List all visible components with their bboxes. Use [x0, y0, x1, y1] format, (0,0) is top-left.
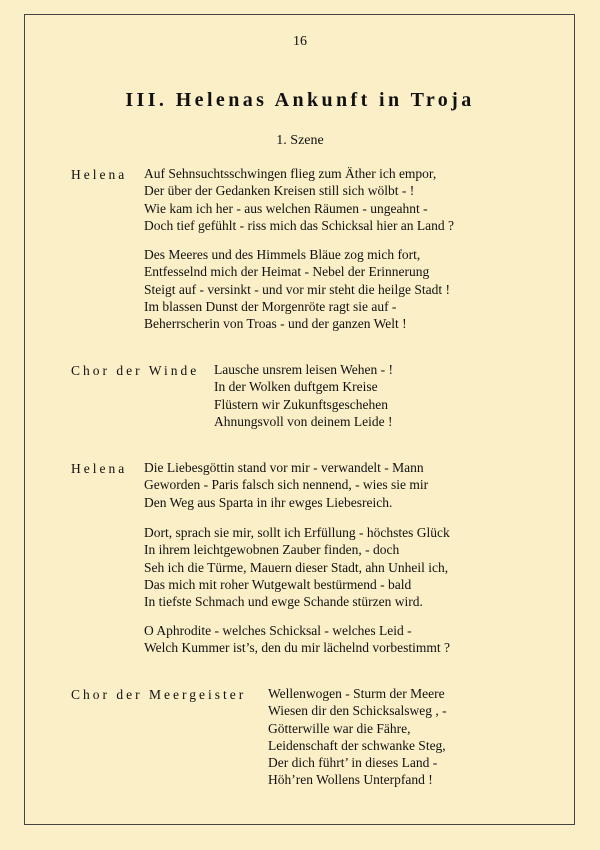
verse-stanza	[144, 524, 450, 610]
verse-line: Geworden - Paris falsch sich nennend, - wies sie mir	[144, 477, 429, 493]
verse-stanza	[144, 165, 454, 234]
verse-line: Wie kam ich her - aus welchen Räumen - ungeahnt -	[144, 200, 428, 216]
speaker-label: Chor der Winde	[71, 363, 200, 378]
verse-line: Dort, sprach sie mir, sollt ich Erfüllung - höchstes Glück	[144, 525, 450, 540]
verse-line: Den Weg aus Sparta in ihr ewges Liebesreich.	[144, 494, 393, 510]
verse-line: Das mich mit roher Wutgewalt bestürmend - bald	[144, 576, 412, 592]
verse-line: Auf Sehnsuchtsschwingen flieg zum Äther ich empor,	[144, 166, 437, 181]
verse-line: Im blassen Dunst der Morgenröte ragt sie auf -	[144, 298, 397, 314]
verse-line: Wellenwogen - Sturm der Meere	[268, 686, 445, 701]
scene-heading: 1. Szene	[276, 133, 324, 148]
verse-line: In ihrem leichtgewobnen Zauber finden, - doch	[144, 542, 400, 558]
verse-stanza	[214, 361, 393, 430]
verse-line: Der dich führt’ in dieses Land -	[268, 755, 438, 771]
verse-stanza	[144, 246, 450, 332]
verse-line: O Aphrodite - welches Schicksal - welches Leid -	[144, 623, 412, 638]
verse-line: In der Wolken duftgem Kreise	[214, 379, 378, 395]
verse-line: Höh’ren Wollens Unterpfand !	[268, 772, 433, 788]
page-number: 16	[293, 34, 307, 49]
verse-line: Flüstern wir Zukunftsgeschehen	[214, 396, 388, 412]
verse-line: Doch tief gefühlt - riss mich das Schicksal hier an Land ?	[144, 217, 455, 233]
verse-stanza	[268, 685, 447, 789]
verse-line: Götterwille war die Fähre,	[268, 720, 411, 736]
speaker-label: Helena	[71, 167, 128, 182]
verse-line: Des Meeres und des Himmels Bläue zog mich fort,	[144, 247, 421, 262]
verse-stanza	[144, 622, 450, 657]
verse-line: Steigt auf - versinkt - und vor mir steht die heilge Stadt !	[144, 281, 450, 297]
speaker-label: Helena	[71, 461, 128, 476]
verse-line: Lausche unsrem leisen Wehen - !	[214, 362, 393, 377]
verse-line: Ahnungsvoll von deinem Leide !	[214, 413, 393, 429]
speaker-label: Chor der Meergeister	[71, 687, 247, 702]
verse-line: Entfesselnd mich der Heimat - Nebel der Erinnerung	[144, 264, 430, 280]
verse-line: Der über der Gedanken Kreisen still sich wölbt - !	[144, 183, 415, 199]
verse-line: Wiesen dir den Schicksalsweg , -	[268, 703, 447, 719]
verse-stanza	[144, 459, 428, 511]
verse-line: Seh ich die Türme, Mauern dieser Stadt, ahn Unheil ich,	[144, 559, 449, 575]
verse-line: Welch Kummer ist’s, den du mir lächelnd vorbestimmt ?	[144, 640, 450, 656]
verse-line: Leidenschaft der schwanke Steg,	[268, 737, 446, 753]
chapter-title: III. Helenas Ankunft in Troja	[125, 89, 475, 111]
verse-line: Die Liebesgöttin stand vor mir - verwandelt - Mann	[144, 460, 424, 475]
verse-line: Beherrscherin von Troas - und der ganzen Welt !	[144, 316, 407, 332]
verse-line: In tiefste Schmach und ewge Schande stürzen wird.	[144, 594, 423, 610]
